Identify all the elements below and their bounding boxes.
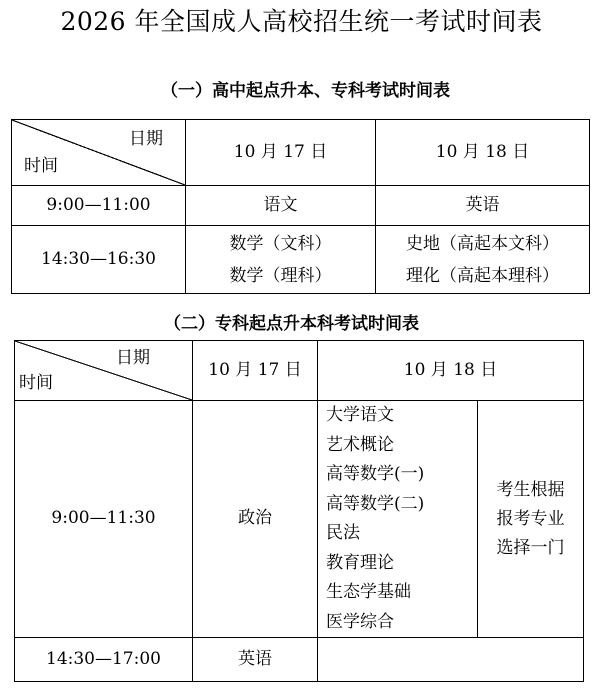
section1-title: （一）高中起点升本、专科考试时间表 [161, 81, 450, 101]
subject: 史地（高起本文科） [406, 233, 559, 254]
subject: 医学综合 [326, 611, 394, 632]
day2-header: 10 月 18 日 [376, 120, 590, 186]
note-line: 选择一门 [496, 537, 565, 558]
table-row [12, 226, 590, 294]
subject: 民法 [326, 523, 360, 543]
day1-cell: 英语 [193, 638, 318, 682]
table-row [12, 186, 590, 226]
day2-header: 10 月 18 日 [318, 341, 584, 401]
day1-cell [186, 226, 376, 294]
diagonal-header-cell [15, 341, 193, 401]
date-label: 日期 [129, 129, 163, 149]
table-header-row [12, 120, 590, 186]
schedule-table-1 [11, 119, 590, 294]
day2-cell [318, 638, 584, 682]
subject: 大学语文 [326, 405, 394, 425]
table-header-row [15, 341, 584, 401]
time-cell: 14:30—16:30 [12, 226, 186, 294]
date-label: 日期 [116, 348, 150, 368]
subject: 语文 [263, 194, 298, 215]
subject: 数学（文科） [229, 233, 332, 254]
time-label: 时间 [19, 373, 53, 394]
day1-cell [186, 186, 376, 226]
time-cell: 9:00—11:30 [15, 401, 193, 638]
day2-cell [376, 186, 590, 226]
day1-header: 10 月 17 日 [193, 341, 318, 401]
subject: 高等数学(二) [326, 493, 425, 514]
subject: 高等数学(一) [326, 464, 425, 484]
subject: 英语 [465, 194, 500, 215]
day1-header: 10 月 17 日 [186, 120, 376, 186]
note-line: 报考专业 [496, 508, 565, 529]
day2-note-cell [478, 401, 584, 638]
day1-cell: 政治 [193, 401, 318, 638]
diagonal-header-cell [12, 120, 186, 186]
time-label: 时间 [24, 156, 58, 177]
note-line: 考生根据 [496, 479, 565, 500]
subject: 教育理论 [326, 552, 394, 573]
table-row [15, 401, 584, 638]
section2-title: （二）专科起点升本科考试时间表 [164, 314, 419, 334]
subject: 数学（理科） [229, 265, 332, 286]
subject: 艺术概论 [326, 434, 394, 455]
time-cell: 14:30—17:00 [15, 638, 193, 682]
day2-cell [376, 226, 590, 294]
subject: 生态学基础 [326, 582, 411, 602]
page-title: 2026 年全国成人高校招生统一考试时间表 [60, 7, 543, 36]
table-row [15, 638, 584, 682]
subject: 理化（高起本理科） [406, 265, 559, 286]
schedule-table-2 [14, 340, 584, 682]
time-cell: 9:00—11:00 [12, 186, 186, 226]
day2-subject-list [318, 401, 478, 638]
